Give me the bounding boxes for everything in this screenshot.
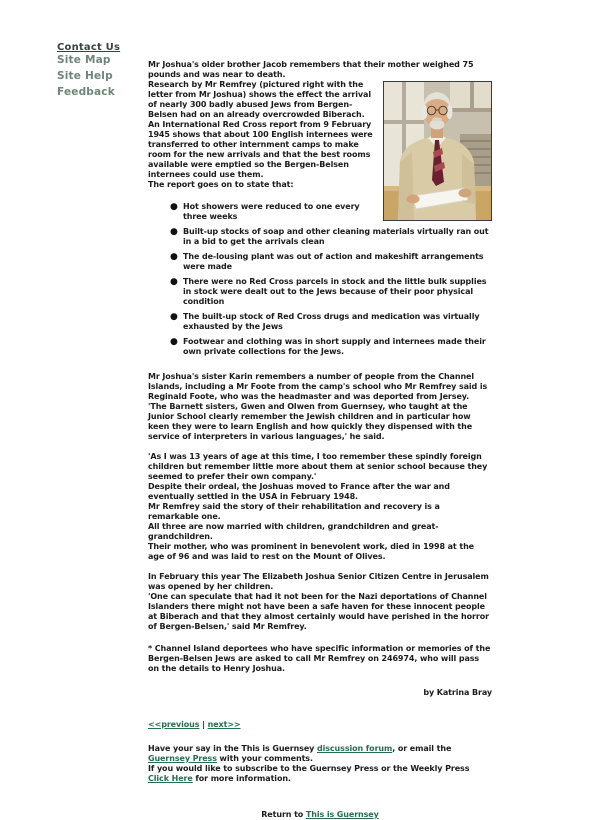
sidebar-item-contact-us[interactable] xyxy=(57,42,152,53)
article-paragraph: Their mother, who was prominent in benevolent work, died in 1998 at the age of 96 and was laid to rest on the Mount of Olives. xyxy=(148,542,474,561)
discussion-forum-link[interactable]: discussion forum xyxy=(316,744,393,753)
article-paragraph: Mr Joshua's older brother Jacob remembers that their mother weighed 75 pounds and was near to death. xyxy=(148,60,474,79)
this-is-guernsey-link[interactable]: This is Guernsey xyxy=(305,810,379,819)
prev-next-separator: | xyxy=(199,720,208,729)
article-paragraph: 'The Barnett sisters, Gwen and Olwen from Guernsey, who taught at the Junior School clearly remember the Jewish children and in particular how keen they were to learn English and how quickly they dispensed with the service of interpreters in various languages,' he said. xyxy=(148,402,473,441)
sidebar-item-site-help[interactable]: Site Help xyxy=(57,70,113,82)
bullet-text: The de-lousing plant was out of action and makeshift arrangements were made xyxy=(183,252,484,271)
subscribe-line-text: for more information. xyxy=(192,774,291,783)
bullet-item xyxy=(170,252,492,272)
bullet-item xyxy=(170,227,492,247)
bullet-item xyxy=(170,337,492,357)
bullet-item xyxy=(170,277,492,307)
click-here-link[interactable]: Click Here xyxy=(148,774,193,783)
bullet-dot-icon: ● xyxy=(170,312,178,322)
article-paragraph: 'One can speculate that had it not been for the Nazi deportations of Channel Islanders there might not have been a safe haven for these innocent people at Biberach and that they almost certainly would have perished in the horror of Bergen-Belsen,' said Mr Remfrey. xyxy=(148,592,489,631)
remfrey-portrait-illustration xyxy=(384,82,491,220)
article-paragraph: Research by Mr Remfrey (pictured right with the letter from Mr Joshua) shows the effect the arrival of nearly 300 badly abused Jews from Bergen-Belsen had on an already overcrowded Biberach. xyxy=(148,80,371,119)
article-paragraph: The report goes on to state that: xyxy=(148,180,294,189)
return-line-text: Return to xyxy=(261,810,306,819)
sidebar-item-contact-us-label: Contact Us xyxy=(57,42,121,53)
bullet-text: Footwear and clothing was in short supply and internees made their own private collections for the Jews. xyxy=(183,337,486,356)
bullet-text: The built-up stock of Red Cross drugs and medication was virtually exhausted by the Jews xyxy=(183,312,480,331)
forum-line-text: , or email the xyxy=(392,744,452,753)
sidebar-item-feedback[interactable]: Feedback xyxy=(57,86,115,98)
article-paragraph: An International Red Cross report from 9 February 1945 shows that about 100 English internees were transferred to other internment camps to make room for the new arrivals and that the best rooms available were emptied so the Bergen-Belsen internees could use them. xyxy=(148,120,373,179)
bullet-item xyxy=(170,202,492,222)
article-paragraph: Despite their ordeal, the Joshuas moved to France after the war and eventually settled in the USA in February 1948. xyxy=(148,482,450,501)
next-link[interactable]: next>> xyxy=(207,720,241,729)
article-paragraph: 'As I was 13 years of age at this time, I too remember these spindly foreign children but remember little more about them at senior school because they seemed to prefer their own company.' xyxy=(148,452,488,481)
bullet-text: Hot showers were reduced to one every three weeks xyxy=(183,202,360,221)
report-bullet-list xyxy=(148,202,492,357)
article-paragraph: In February this year The Elizabeth Joshua Senior Citizen Centre in Jerusalem was opened by her children. xyxy=(148,572,489,591)
sidebar-nav xyxy=(57,42,152,100)
deportees-appeal-note: * Channel Island deportees who have specific information or memories of the Bergen-Belsen Jews are asked to call Mr Remfrey on 246974, who will pass on the details to Henry Joshua. xyxy=(148,644,491,673)
article-paragraph: Mr Joshua's sister Karin remembers a number of people from the Channel Islands, including a Mr Foote from the camp's school who Mr Remfrey said is Reginald Foote, who was the headmaster and was deported from Jersey. xyxy=(148,372,488,401)
byline: by Katrina Bray xyxy=(423,688,492,697)
bullet-dot-icon: ● xyxy=(170,277,178,287)
bullet-dot-icon: ● xyxy=(170,202,178,212)
article-body xyxy=(148,60,492,820)
bullet-dot-icon: ● xyxy=(170,337,178,347)
subscribe-line-text: If you would like to subscribe to the Guernsey Press or the Weekly Press xyxy=(148,764,470,773)
return-home-line xyxy=(148,810,492,820)
previous-link[interactable]: <<previous xyxy=(148,720,200,729)
guernsey-press-link[interactable]: Guernsey Press xyxy=(148,754,217,763)
bullet-item xyxy=(170,312,492,332)
bullet-text: There were no Red Cross parcels in stock and the little bulk supplies in stock were dealt out to the Jews because of their poor physical condition xyxy=(183,277,487,306)
bullet-text: Built-up stocks of soap and other cleaning materials virtually ran out in a bid to get the arrivals clean xyxy=(183,227,489,246)
sidebar-item-site-map[interactable]: Site Map xyxy=(57,54,111,66)
bullet-dot-icon: ● xyxy=(170,227,178,237)
forum-line-text: with your comments. xyxy=(216,754,313,763)
remfrey-portrait-photo xyxy=(383,81,492,221)
forum-line-text: Have your say in the This is Guernsey xyxy=(148,744,317,753)
footer-text-block xyxy=(148,744,492,784)
article-paragraph: Mr Remfrey said the story of their rehabilitation and recovery is a remarkable one. xyxy=(148,502,440,521)
prev-next-nav xyxy=(148,720,492,730)
article-paragraph: All three are now married with children, grandchildren and great-grandchildren. xyxy=(148,522,439,541)
bullet-dot-icon: ● xyxy=(170,252,178,262)
